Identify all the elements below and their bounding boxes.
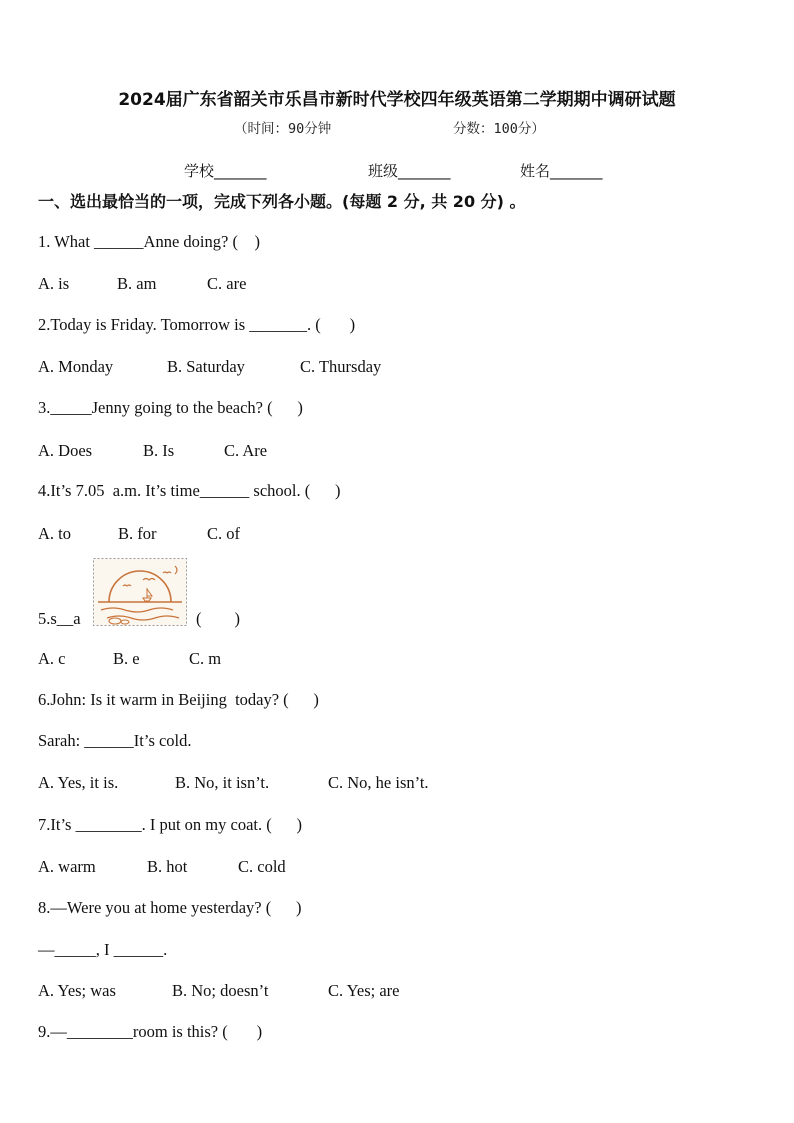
q7-option-b: B. hot — [147, 857, 188, 876]
q1-option-b: B. am — [117, 274, 157, 293]
question-6-line2: Sarah: ______It’s cold. — [38, 731, 192, 750]
exam-time: （时间：90分钟 — [234, 121, 332, 137]
question-8-line2: —_____, I ______. — [38, 940, 168, 959]
question-4: 4.It’s 7.05 a.m. It’s time______ school. ( ) — [38, 481, 341, 500]
question-6: 6.John: Is it warm in Beijing today? ( ) — [38, 690, 319, 709]
exam-score: 分数：100分） — [453, 121, 545, 137]
q6-option-c: C. No, he isn’t. — [328, 773, 429, 792]
q1-option-a: A. is — [38, 274, 70, 293]
name-field: 姓名_______ — [520, 162, 603, 180]
q2-option-a: A. Monday — [38, 357, 114, 376]
question-2: 2.Today is Friday. Tomorrow is _______. ( ) — [38, 315, 356, 334]
q4-option-b: B. for — [118, 524, 157, 543]
question-3: 3._____Jenny going to the beach? ( ) — [38, 398, 303, 417]
question-1: 1. What ______Anne doing? ( ) — [38, 232, 260, 251]
q7-option-c: C. cold — [238, 857, 286, 876]
q2-option-c: C. Thursday — [300, 357, 382, 376]
q5-option-a: A. c — [38, 649, 66, 668]
q6-option-a: A. Yes, it is. — [38, 773, 119, 792]
q3-option-a: A. Does — [38, 441, 93, 460]
q2-option-b: B. Saturday — [167, 357, 245, 376]
q4-option-a: A. to — [38, 524, 71, 543]
q7-option-a: A. warm — [38, 857, 96, 876]
q5-option-b: B. e — [113, 649, 140, 668]
q5-option-c: C. m — [189, 649, 222, 668]
q3-option-b: B. Is — [143, 441, 175, 460]
q4-option-c: C. of — [207, 524, 240, 543]
q1-option-c: C. are — [207, 274, 247, 293]
school-field: 学校_______ — [184, 162, 267, 180]
question-9: 9.—________room is this? ( ) — [38, 1022, 263, 1041]
class-field: 班级_______ — [368, 162, 451, 180]
q6-option-b: B. No, it isn’t. — [175, 773, 270, 792]
question-5-prefix: 5.s__a — [38, 609, 81, 628]
question-7: 7.It’s ________. I put on my coat. ( ) — [38, 815, 302, 834]
q3-option-c: C. Are — [224, 441, 268, 460]
exam-title: 2024届广东省韶关市乐昌市新时代学校四年级英语第二学期期中调研试题 — [118, 90, 676, 110]
q8-option-a: A. Yes; was — [38, 981, 116, 1000]
q8-option-c: C. Yes; are — [328, 981, 400, 1000]
question-8: 8.—Were you at home yesterday? ( ) — [38, 898, 302, 917]
q8-option-b: B. No; doesn’t — [172, 981, 269, 1000]
question-5-suffix: ( ) — [196, 609, 240, 628]
sea-sunset-picture — [93, 558, 187, 626]
section-1-heading: 一、选出最恰当的一项，完成下列各小题。(每题 2 分, 共 20 分) 。 — [38, 192, 526, 211]
